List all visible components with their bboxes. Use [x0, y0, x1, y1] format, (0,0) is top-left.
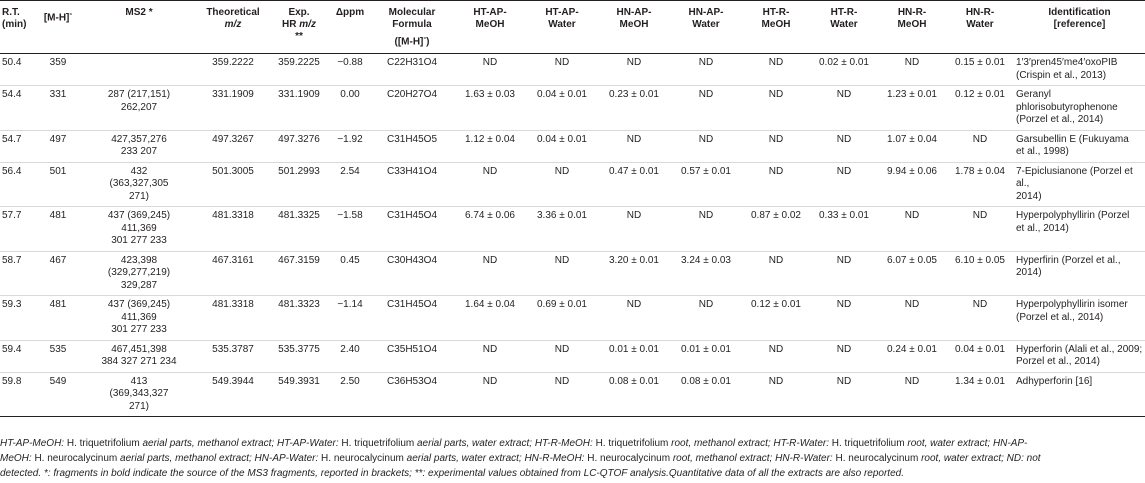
cell-mh: 331	[36, 86, 80, 131]
cell-rt: 59.4	[0, 340, 36, 372]
footnote-line-1: HT-AP-MeOH: H. triquetrifolium aerial parts, methanol extract; HT-AP-Water: H. triquetrifolium aerial parts, water extract; HT-R-MeOH: H. triquetrifolium root, methanol extract; HT-R-Water: H. triquetrifolium root, water extract; HN-AP-	[0, 438, 1028, 449]
cell-ms2	[80, 207, 198, 252]
cell-quant: ND	[454, 54, 526, 86]
ident-line: 1′3′pren45′me4′oxoPIB	[1016, 57, 1118, 69]
cell-quant: ND	[742, 340, 810, 372]
cell-quant: 1.23 ± 0.01	[878, 86, 946, 131]
cell-quant: ND	[526, 340, 598, 372]
table-row	[0, 296, 1145, 341]
cell-quant: 6.74 ± 0.06	[454, 207, 526, 252]
cell-quant: 0.08 ± 0.01	[598, 372, 670, 417]
cell-quant: ND	[598, 130, 670, 162]
cell-quant: ND	[946, 296, 1014, 341]
cell-quant: 0.04 ± 0.01	[526, 86, 598, 131]
cell-quant: ND	[946, 207, 1014, 252]
cell-quant: ND	[878, 296, 946, 341]
cell-dppm: −1.14	[330, 296, 370, 341]
cell-exp: 359.2225	[268, 54, 330, 86]
cell-quant: ND	[598, 207, 670, 252]
cell-quant: ND	[810, 372, 878, 417]
cell-quant: ND	[670, 296, 742, 341]
cell-identification	[1014, 372, 1145, 417]
cell-dppm: −0.88	[330, 54, 370, 86]
ms2-line: 411,369	[121, 222, 157, 234]
cell-quant: 0.24 ± 0.01	[878, 340, 946, 372]
ident-line: Garsubellin E (Fukuyama	[1016, 133, 1129, 145]
header-hn-r-water: HN-R- Water	[946, 1, 1014, 54]
cell-quant: ND	[526, 162, 598, 207]
cell-theoretical: 481.3318	[198, 207, 268, 252]
cell-quant: 0.04 ± 0.01	[526, 130, 598, 162]
table-row	[0, 54, 1145, 86]
cell-quant: ND	[670, 130, 742, 162]
ms2-line: 233 207	[120, 146, 158, 158]
cell-quant: 0.04 ± 0.01	[946, 340, 1014, 372]
ms2-line: 384 327 271 234	[101, 356, 177, 368]
cell-quant: ND	[810, 86, 878, 131]
header-hn-ap-meoh: HN-AP- MeOH	[598, 1, 670, 54]
cell-quant: 1.63 ± 0.03	[454, 86, 526, 131]
header-ht-r-water: HT-R- Water	[810, 1, 878, 54]
cell-exp: 331.1909	[268, 86, 330, 131]
cell-mh: 481	[36, 207, 80, 252]
ident-line: Geranyl	[1016, 89, 1052, 101]
ms2-line: 413	[130, 375, 148, 387]
cell-mh: 359	[36, 54, 80, 86]
ms2-line: 301 277 233	[111, 324, 167, 336]
cell-quant: ND	[670, 207, 742, 252]
ident-line: phlorisobutyrophenone	[1016, 101, 1118, 113]
table-row	[0, 251, 1145, 296]
cell-quant: ND	[742, 372, 810, 417]
header-theoretical: Theoretical m/z	[198, 1, 268, 54]
header-hn-ap-water: HN-AP- Water	[670, 1, 742, 54]
cell-exp: 467.3159	[268, 251, 330, 296]
cell-quant: 0.57 ± 0.01	[670, 162, 742, 207]
cell-quant: 0.12 ± 0.01	[742, 296, 810, 341]
header-dppm: Δppm	[330, 1, 370, 54]
cell-quant: 1.07 ± 0.04	[878, 130, 946, 162]
ident-line: Hyperfirin (Porzel et al., 2014)	[1016, 254, 1121, 279]
cell-identification	[1014, 251, 1145, 296]
cell-formula: C31H45O4	[370, 296, 454, 341]
cell-quant: ND	[878, 372, 946, 417]
ms2-line: (369,343,327	[109, 388, 169, 400]
cell-quant: 0.47 ± 0.01	[598, 162, 670, 207]
cell-quant: 0.02 ± 0.01	[810, 54, 878, 86]
ms2-line: 423,398	[120, 254, 158, 266]
header-exp: Exp. HR m/z **	[268, 1, 330, 54]
cell-exp: 535.3775	[268, 340, 330, 372]
cell-quant: 3.24 ± 0.03	[670, 251, 742, 296]
ms2-line: 271)	[128, 190, 149, 202]
cell-mh: 497	[36, 130, 80, 162]
cell-quant: ND	[742, 130, 810, 162]
header-rt: R.T. (min)	[0, 1, 36, 54]
cell-formula: C33H41O4	[370, 162, 454, 207]
cell-identification	[1014, 130, 1145, 162]
cell-exp: 481.3323	[268, 296, 330, 341]
cell-quant: ND	[670, 54, 742, 86]
cell-quant: 9.94 ± 0.06	[878, 162, 946, 207]
cell-theoretical: 549.3944	[198, 372, 268, 417]
header-ht-r-meoh: HT-R- MeOH	[742, 1, 810, 54]
cell-quant: 0.08 ± 0.01	[670, 372, 742, 417]
cell-identification	[1014, 340, 1145, 372]
cell-quant: ND	[670, 86, 742, 131]
cell-ms2	[80, 130, 198, 162]
cell-exp: 549.3931	[268, 372, 330, 417]
cell-quant: 0.33 ± 0.01	[810, 207, 878, 252]
cell-dppm: −1.58	[330, 207, 370, 252]
cell-dppm: −1.92	[330, 130, 370, 162]
cell-quant: ND	[454, 340, 526, 372]
cell-identification	[1014, 86, 1145, 131]
cell-quant: ND	[454, 251, 526, 296]
cell-rt: 57.7	[0, 207, 36, 252]
cell-quant: ND	[946, 130, 1014, 162]
header-ht-ap-water: HT-AP- Water	[526, 1, 598, 54]
cell-exp: 481.3325	[268, 207, 330, 252]
cell-quant: 1.78 ± 0.04	[946, 162, 1014, 207]
ident-line: et al., 1998)	[1016, 146, 1069, 158]
cell-dppm: 2.54	[330, 162, 370, 207]
cell-quant: ND	[810, 340, 878, 372]
cell-ms2	[80, 296, 198, 341]
cell-quant: ND	[454, 162, 526, 207]
cell-quant: 1.34 ± 0.01	[946, 372, 1014, 417]
cell-quant: ND	[454, 372, 526, 417]
cell-formula: C31H45O4	[370, 207, 454, 252]
cell-dppm: 0.00	[330, 86, 370, 131]
cell-theoretical: 331.1909	[198, 86, 268, 131]
cell-formula: C30H43O4	[370, 251, 454, 296]
cell-quant: 6.10 ± 0.05	[946, 251, 1014, 296]
ident-line: (Crispin et al., 2013)	[1016, 69, 1107, 81]
ident-line: (Porzel et al., 2014)	[1016, 311, 1104, 323]
ms2-line: 437 (369,245)	[107, 210, 171, 222]
ident-line: 7-Epiclusianone (Porzel et al.,	[1016, 165, 1133, 190]
cell-ms2	[80, 54, 198, 86]
cell-identification	[1014, 54, 1145, 86]
ms2-line: 271)	[128, 400, 149, 412]
cell-quant: ND	[878, 207, 946, 252]
cell-formula: C35H51O4	[370, 340, 454, 372]
ms2-line: 329,287	[120, 279, 158, 291]
cell-formula: C20H27O4	[370, 86, 454, 131]
ident-line: Hyperpolyphyllirin isomer	[1016, 299, 1128, 311]
cell-exp: 497.3276	[268, 130, 330, 162]
header-ms2: MS2 *	[80, 1, 198, 54]
ms2-line: 467,451,398	[111, 343, 167, 355]
ms2-line: 262,207	[120, 101, 158, 113]
cell-identification	[1014, 162, 1145, 207]
cell-quant: ND	[526, 251, 598, 296]
cell-quant: 1.64 ± 0.04	[454, 296, 526, 341]
cell-mh: 535	[36, 340, 80, 372]
cell-theoretical: 497.3267	[198, 130, 268, 162]
cell-quant: 0.12 ± 0.01	[946, 86, 1014, 131]
table-row	[0, 372, 1145, 417]
cell-quant: 0.15 ± 0.01	[946, 54, 1014, 86]
cell-formula: C36H53O4	[370, 372, 454, 417]
footnote-line-2: MeOH: H. neurocalycinum aerial parts, methanol extract; HN-AP-Water: H. neurocalycinum aerial parts, water extract; HN-R-MeOH: H. neurocalycinum root, methanol extract; HN-R-Water: H. neurocalycinum root, water extract; ND: not	[0, 453, 1041, 464]
cell-rt: 59.8	[0, 372, 36, 417]
table-row	[0, 162, 1145, 207]
cell-quant: ND	[742, 251, 810, 296]
cell-quant: ND	[598, 54, 670, 86]
cell-ms2	[80, 372, 198, 417]
header-ht-ap-meoh: HT-AP- MeOH	[454, 1, 526, 54]
table-row	[0, 207, 1145, 252]
ms2-line: (329,277,219)	[107, 267, 171, 279]
footnote-line-3: detected. *: fragments in bold indicate the source of the MS3 fragments, reported in brackets; **: experimental values obtained from LC-QTOF analysis.Quantitative data of all the extracts are also reported.	[0, 468, 904, 479]
cell-mh: 467	[36, 251, 80, 296]
header-row	[0, 1, 1145, 54]
cell-quant: ND	[810, 162, 878, 207]
ident-line: (Porzel et al., 2014)	[1016, 114, 1104, 126]
cell-quant: 0.23 ± 0.01	[598, 86, 670, 131]
cell-theoretical: 481.3318	[198, 296, 268, 341]
cell-quant: 6.07 ± 0.05	[878, 251, 946, 296]
cell-formula: C31H45O5	[370, 130, 454, 162]
header-hn-r-meoh: HN-R- MeOH	[878, 1, 946, 54]
cell-dppm: 2.50	[330, 372, 370, 417]
ms2-line: 427,357,276	[111, 133, 167, 145]
cell-ms2	[80, 86, 198, 131]
cell-quant: ND	[526, 54, 598, 86]
cell-theoretical: 535.3787	[198, 340, 268, 372]
table-row	[0, 130, 1145, 162]
cell-quant: 3.20 ± 0.01	[598, 251, 670, 296]
cell-rt: 50.4	[0, 54, 36, 86]
header-formula: Molecular Formula ([M-H]-)	[370, 1, 454, 54]
ident-line: 2014)	[1016, 190, 1042, 202]
ident-line: et al., 2014)	[1016, 222, 1069, 234]
ms2-line: (363,327,305	[109, 178, 169, 190]
ms2-line: 287 (217,151)	[107, 89, 171, 101]
cell-mh: 481	[36, 296, 80, 341]
cell-ms2	[80, 251, 198, 296]
cell-theoretical: 501.3005	[198, 162, 268, 207]
cell-dppm: 0.45	[330, 251, 370, 296]
cell-ms2	[80, 340, 198, 372]
cell-quant: 0.01 ± 0.01	[670, 340, 742, 372]
cell-quant: 0.01 ± 0.01	[598, 340, 670, 372]
cell-quant: ND	[526, 372, 598, 417]
table-footnote	[0, 436, 1145, 481]
cell-formula: C22H31O4	[370, 54, 454, 86]
cell-quant: 1.12 ± 0.04	[454, 130, 526, 162]
cell-exp: 501.2993	[268, 162, 330, 207]
cell-mh: 501	[36, 162, 80, 207]
cell-quant: ND	[598, 296, 670, 341]
cell-quant: ND	[742, 54, 810, 86]
cell-rt: 59.3	[0, 296, 36, 341]
cell-mh: 549	[36, 372, 80, 417]
cell-rt: 56.4	[0, 162, 36, 207]
cell-quant: 0.69 ± 0.01	[526, 296, 598, 341]
ms2-line: 437 (369,245)	[107, 299, 171, 311]
cell-quant: ND	[810, 130, 878, 162]
ms2-line: 411,369	[121, 311, 157, 323]
cell-ms2	[80, 162, 198, 207]
cell-identification	[1014, 207, 1145, 252]
cell-identification	[1014, 296, 1145, 341]
cell-rt: 54.4	[0, 86, 36, 131]
cell-quant: ND	[810, 296, 878, 341]
ident-line: Hyperpolyphyllirin (Porzel	[1016, 210, 1130, 222]
cell-quant: 3.36 ± 0.01	[526, 207, 598, 252]
ident-line: Hyperforin (Alali et al., 2009;	[1016, 343, 1143, 355]
ident-line: Adhyperforin [16]	[1016, 375, 1093, 387]
ms2-line: 432	[130, 165, 148, 177]
cell-theoretical: 467.3161	[198, 251, 268, 296]
cell-quant: ND	[810, 251, 878, 296]
cell-quant: 0.87 ± 0.02	[742, 207, 810, 252]
ms2-line: 301 277 233	[111, 235, 167, 247]
cell-dppm: 2.40	[330, 340, 370, 372]
cell-quant: ND	[878, 54, 946, 86]
ident-line: Porzel et al., 2014)	[1016, 356, 1100, 368]
cell-rt: 58.7	[0, 251, 36, 296]
cell-quant: ND	[742, 86, 810, 131]
table-row	[0, 86, 1145, 131]
header-identification: Identification [reference]	[1014, 1, 1145, 54]
cell-rt: 54.7	[0, 130, 36, 162]
table-row	[0, 340, 1145, 372]
cell-theoretical: 359.2222	[198, 54, 268, 86]
header-mh: [M-H]-	[36, 1, 80, 54]
cell-quant: ND	[742, 162, 810, 207]
